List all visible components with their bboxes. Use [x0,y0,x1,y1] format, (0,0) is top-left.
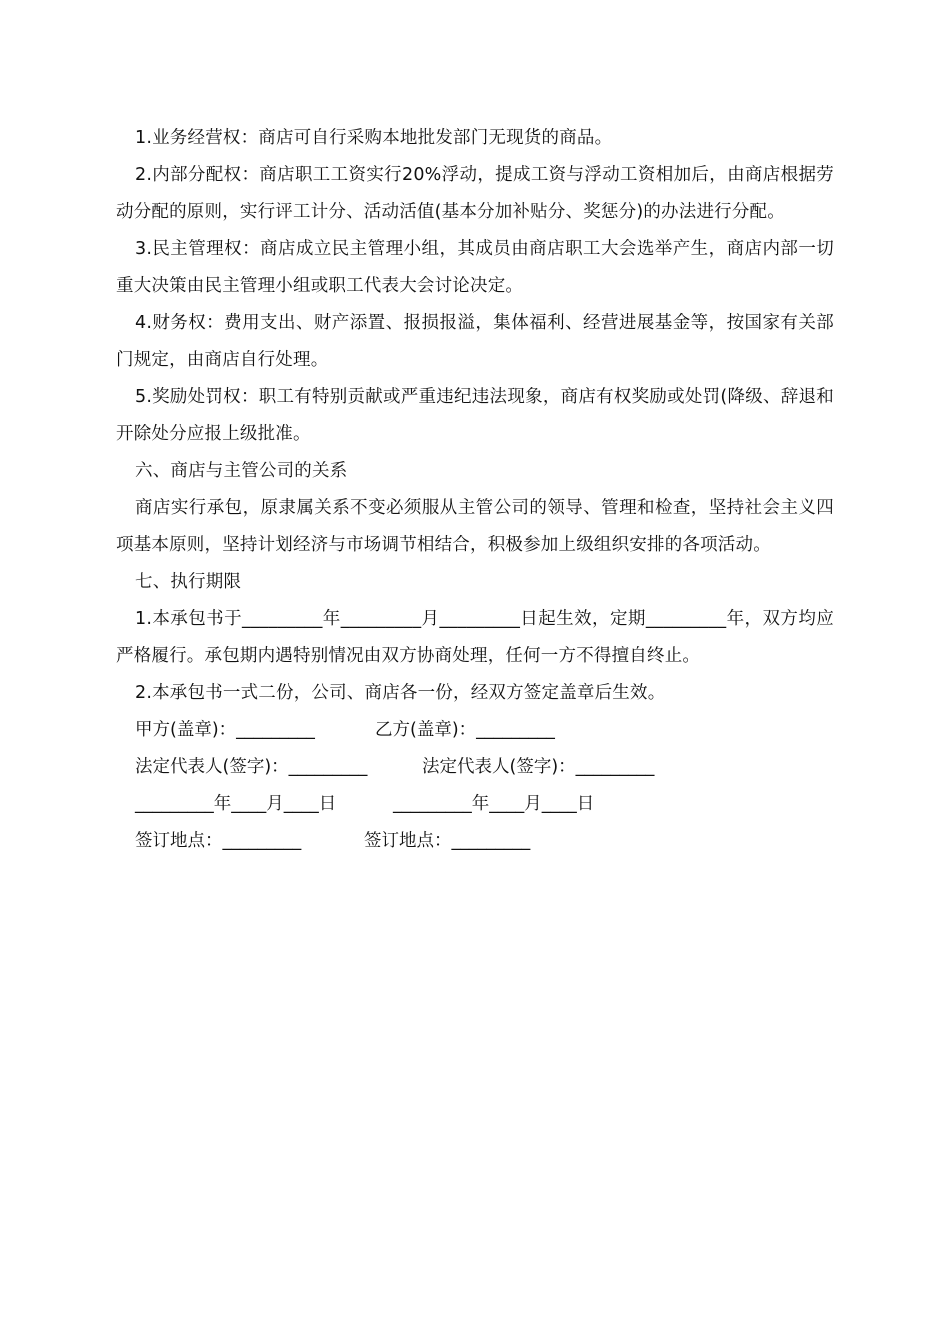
signature-row-representative [116,749,834,786]
party-b-place-field: 签订地点：_________ [364,831,531,851]
clause-copies: 2.本承包书一式二份，公司、商店各一份，经双方签定盖章后生效。 [135,683,666,703]
party-b-date-field: _________年____月____日 [393,794,595,814]
clause-business-rights: 1.业务经营权：商店可自行采购本地批发部门无现货的商品。 [135,128,613,148]
clause-relationship: 商店实行承包，原隶属关系不变必须服从主管公司的领导、管理和检查，坚持社会主义四项基本原则，坚持计划经济与市场调节相结合，积极参加上级组织安排的各项活动。 [116,498,834,555]
party-b-representative-field: 法定代表人(签字)：_________ [422,757,655,777]
clause-finance-rights: 4.财务权：费用支出、财产添置、报损报溢，集体福利、经营进展基金等，按国家有关部门规定，由商店自行处理。 [116,313,834,370]
clause-term-effective: 1.本承包书于_________年_________月_________日起生效，定期_________年，双方均应严格履行。承包期内遇特别情况由双方协商处理，任何一方不得擅自终止。 [116,609,834,666]
signature-row-seal [116,712,834,749]
party-a-representative-field: 法定代表人(签字)：_________ [135,757,368,777]
party-a-date-field: _________年____月____日 [135,794,337,814]
party-a-place-field: 签订地点：_________ [135,831,302,851]
party-b-seal-field: 乙方(盖章)：_________ [375,720,555,740]
section-heading-relationship: 六、商店与主管公司的关系 [135,461,348,481]
signature-row-date [116,786,834,823]
signature-row-place [116,823,834,860]
party-a-seal-field: 甲方(盖章)：_________ [135,720,315,740]
section-heading-term: 七、执行期限 [135,572,242,592]
clause-internal-distribution: 2.内部分配权：商店职工工资实行20%浮动，提成工资与浮动工资相加后，由商店根据劳动分配的原则，实行评工计分、活动活值(基本分加补贴分、奖惩分)的办法进行分配。 [116,165,834,222]
clause-democratic-management: 3.民主管理权：商店成立民主管理小组，其成员由商店职工大会选举产生，商店内部一切重大决策由民主管理小组或职工代表大会讨论决定。 [116,239,834,296]
document-body [116,120,834,860]
clause-reward-punishment: 5.奖励处罚权：职工有特别贡献或严重违纪违法现象，商店有权奖励或处罚(降级、辞退和开除处分应报上级批准。 [116,387,834,444]
